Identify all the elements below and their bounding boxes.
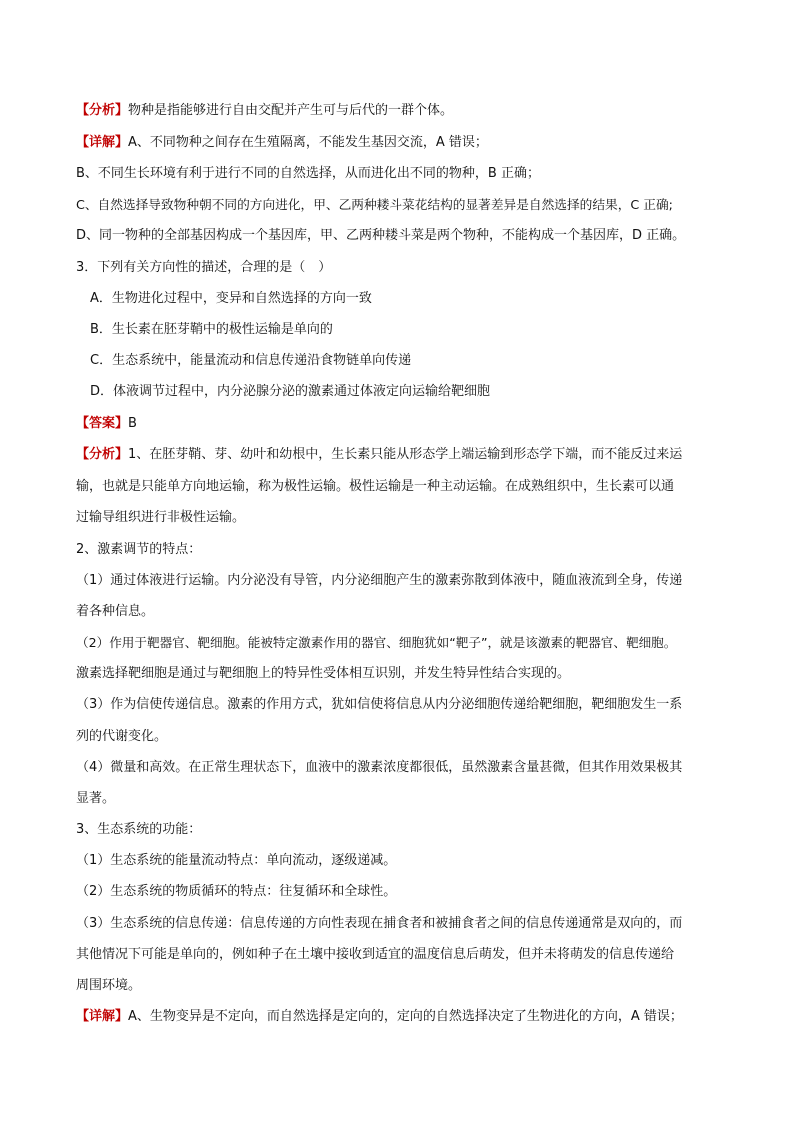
q3-analysis-line-3: 过输导组织进行非极性运输。	[76, 510, 246, 525]
q3-option-c: C．生态系统中，能量流动和信息传递沿食物链单向传递	[90, 353, 412, 368]
q3-analysis-line-14: （1）生态系统的能量流动特点：单向流动，逐级递减。	[76, 853, 397, 868]
q2-analysis	[76, 96, 453, 125]
q3-analysis-line-6: 着各种信息。	[76, 604, 155, 619]
q3-analysis-line-1	[76, 440, 682, 469]
q3-analysis-line-2: 输，也就是只能单方向地运输，称为极性运输。极性运输是一种主动运输。在成熟组织中，生长素可以通	[76, 479, 675, 494]
q2-detail-c: C、自然选择导致物种朝不同的方向进化，甲、乙两种耧斗菜花结构的显著差异是自然选择的结果，C 正确;	[76, 197, 673, 212]
q3-analysis-line-13: 3、生态系统的功能：	[76, 822, 202, 837]
detail-tag: 【详解】	[76, 1009, 129, 1024]
q2-detail-b: B、不同生长环境有利于进行不同的自然选择，从而进化出不同的物种，B 正确；	[76, 166, 540, 181]
q3-analysis-line-18: 周围环境。	[76, 978, 142, 993]
q3-analysis-line-16: （3）生态系统的信息传递：信息传递的方向性表现在捕食者和被捕食者之间的信息传递通常是双向的，而	[76, 916, 683, 931]
q3-detail-a	[76, 1002, 683, 1031]
q3-detail-a-text: A、生物变异是不定向，而自然选择是定向的，定向的自然选择决定了生物进化的方向，A 错误；	[128, 1009, 683, 1024]
q3-analysis-line-9: （3）作为信使传递信息。激素的作用方式，犹如信使将信息从内分泌细胞传递给靶细胞，靶细胞发生一系	[76, 697, 683, 712]
q3-analysis-line-17: 其他情况下可能是单向的，例如种子在土壤中接收到适宜的温度信息后萌发，但并未将萌发的信息传递给	[76, 947, 675, 962]
answer-tag: 【答案】	[76, 416, 129, 431]
q2-detail-a	[76, 128, 488, 157]
q3-analysis-line-12: 显著。	[76, 791, 116, 806]
analysis-tag: 【分析】	[76, 447, 129, 462]
q2-analysis-text: 物种是指能够进行自由交配并产生可与后代的一群个体。	[128, 103, 454, 118]
q3-analysis-line-15: （2）生态系统的物质循环的特点：往复循环和全球性。	[76, 884, 397, 899]
q3-option-d: D．体液调节过程中，内分泌腺分泌的激素通过体液定向运输给靶细胞	[90, 384, 491, 399]
q3-option-a: A．生物进化过程中，变异和自然选择的方向一致	[90, 291, 372, 306]
q2-detail-a-text: A、不同物种之间存在生殖隔离，不能发生基因交流，A 错误；	[128, 135, 488, 150]
q3-analysis-line-5: （1）通过体液进行运输。内分泌没有导管，内分泌细胞产生的激素弥散到体液中，随血液流到全身，传递	[76, 573, 683, 588]
q3-analysis-line-8: 激素选择靶细胞是通过与靶细胞上的特异性受体相互识别，并发生特异性结合实现的。	[76, 666, 571, 681]
analysis-tag: 【分析】	[76, 103, 129, 118]
q3-analysis-line-7: （2）作用于靶器官、靶细胞。能被特定激素作用的器官、细胞犹如“靶子”，就是该激素的靶器官、靶细胞。	[76, 635, 677, 650]
q3-stem: 3．下列有关方向性的描述，合理的是（ ）	[76, 260, 332, 275]
detail-tag: 【详解】	[76, 135, 129, 150]
q3-analysis-line-4: 2、激素调节的特点：	[76, 542, 202, 557]
q3-analysis-line-11: （4）微量和高效。在正常生理状态下，血液中的激素浓度都很低，虽然激素含量甚微，但其作用效果极其	[76, 760, 683, 775]
q3-analysis-text-1: 1、在胚芽鞘、芽、幼叶和幼根中，生长素只能从形态学上端运输到形态学下端，而不能反过来运	[128, 447, 683, 462]
q3-answer	[76, 409, 137, 438]
q3-option-b: B．生长素在胚芽鞘中的极性运输是单向的	[90, 322, 333, 337]
q2-detail-d: D、同一物种的全部基因构成一个基因库，甲、乙两种耧斗菜是两个物种，不能构成一个基因库，D 正确。	[76, 228, 686, 243]
q3-answer-value: B	[128, 416, 137, 431]
q3-analysis-line-10: 列的代谢变化。	[76, 729, 168, 744]
